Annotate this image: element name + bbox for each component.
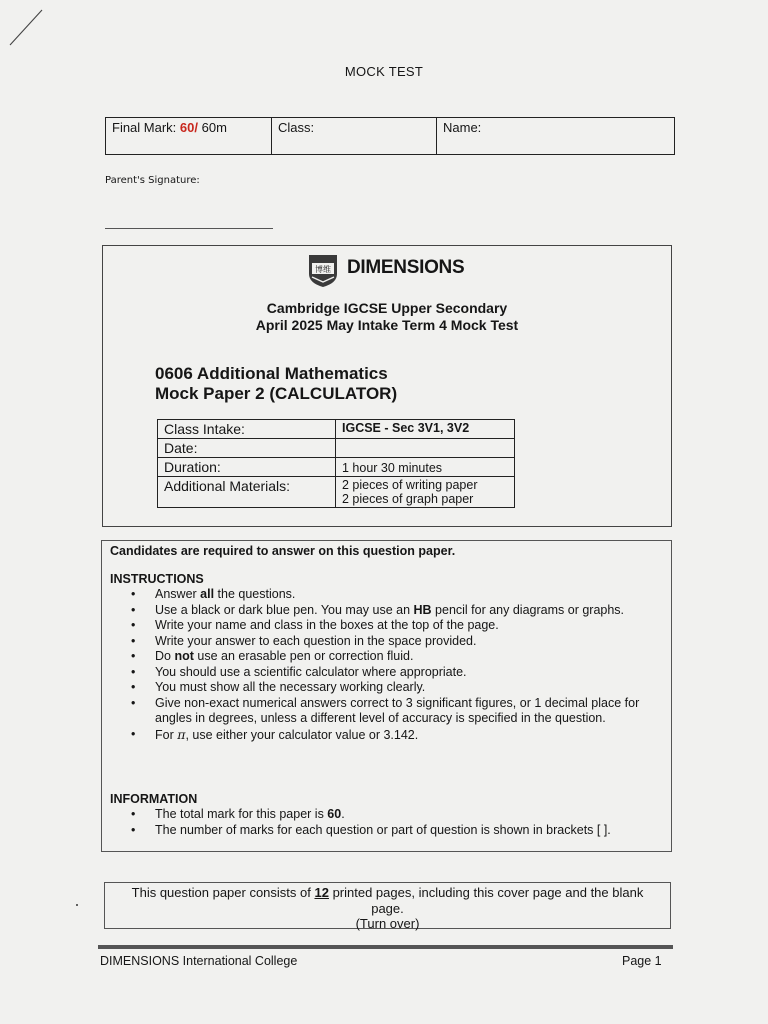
- list-item: • You must show all the necessary working clearly.: [110, 680, 660, 696]
- footer-page-number: Page 1: [622, 954, 662, 968]
- list-item: • The number of marks for each question or part of question is shown in brackets [ ].: [110, 823, 660, 839]
- mark-info-table: [105, 117, 675, 155]
- materials-value-2: 2 pieces of graph paper: [342, 492, 474, 506]
- name-cell[interactable]: [437, 118, 674, 154]
- signature-line[interactable]: [105, 228, 273, 229]
- parent-signature-label: Parent's Signature:: [105, 175, 200, 186]
- instructions-list: [110, 587, 660, 743]
- page-count-note: This question paper consists of 12 printed pages, including this cover page and the blank page. (Turn over): [104, 882, 671, 929]
- dimensions-logo-icon: [305, 252, 341, 288]
- information-title: INFORMATION: [110, 792, 198, 806]
- logo-text: 博维: [315, 265, 331, 274]
- page-count-line2: page.: [371, 900, 404, 916]
- list-item: • Write your name and class in the boxes at the top of the page.: [110, 618, 660, 634]
- information-list: [110, 807, 660, 838]
- date-label: Date:: [158, 439, 336, 458]
- date-value[interactable]: [336, 439, 515, 458]
- term-title: April 2025 May Intake Term 4 Mock Test: [255, 317, 519, 333]
- table-row: [158, 439, 515, 458]
- candidates-note: Candidates are required to answer on this question paper.: [110, 544, 456, 558]
- duration-value: 1 hour 30 minutes: [336, 458, 515, 477]
- materials-value: [336, 477, 515, 508]
- list-item: • Give non-exact numerical answers correct to 3 significant figures, or 1 decimal place for angles in degrees, unless a different level of accuracy is specified in the question.: [110, 696, 660, 727]
- class-intake-label: Class Intake:: [158, 420, 336, 439]
- instructions-title: INSTRUCTIONS: [110, 572, 204, 586]
- class-label: Class:: [278, 120, 315, 135]
- list-item: • Answer all the questions.: [110, 587, 660, 603]
- name-label: Name:: [443, 120, 482, 135]
- page-title: MOCK TEST: [344, 64, 424, 79]
- table-row: [158, 458, 515, 477]
- pen-stroke-mark: [8, 8, 48, 48]
- paper-title: Mock Paper 2 (CALCULATOR): [155, 384, 398, 403]
- class-cell[interactable]: [272, 118, 437, 154]
- class-intake-value: IGCSE - Sec 3V1, 3V2: [336, 420, 515, 439]
- list-item: • For π, use either your calculator value or 3.142.: [110, 727, 660, 744]
- brand-name: DIMENSIONS: [347, 257, 465, 278]
- turn-over-text: (Turn over): [355, 916, 420, 931]
- table-row: [158, 477, 515, 508]
- list-item: • You should use a scientific calculator where appropriate.: [110, 665, 660, 681]
- program-title: Cambridge IGCSE Upper Secondary: [266, 300, 508, 316]
- paper-details-table: [157, 419, 515, 508]
- subject-title: 0606 Additional Mathematics: [155, 364, 388, 383]
- scan-speck: [76, 904, 78, 906]
- final-mark-cell: [106, 118, 272, 154]
- final-mark-total: 60m: [201, 120, 227, 135]
- list-item: • Write your answer to each question in the space provided.: [110, 634, 660, 650]
- list-item: • Use a black or dark blue pen. You may use an HB pencil for any diagrams or graphs.: [110, 603, 660, 619]
- list-item: • The total mark for this paper is 60.: [110, 807, 660, 823]
- final-mark-score: 60/: [179, 120, 198, 135]
- final-mark-label: Final Mark:: [112, 120, 177, 135]
- materials-value-1: 2 pieces of writing paper: [342, 478, 478, 492]
- list-item: • Do not use an erasable pen or correction fluid.: [110, 649, 660, 665]
- materials-label: Additional Materials:: [158, 477, 336, 508]
- footer-divider: [98, 945, 673, 949]
- footer-college: DIMENSIONS International College: [100, 954, 298, 968]
- duration-label: Duration:: [158, 458, 336, 477]
- table-row: [158, 420, 515, 439]
